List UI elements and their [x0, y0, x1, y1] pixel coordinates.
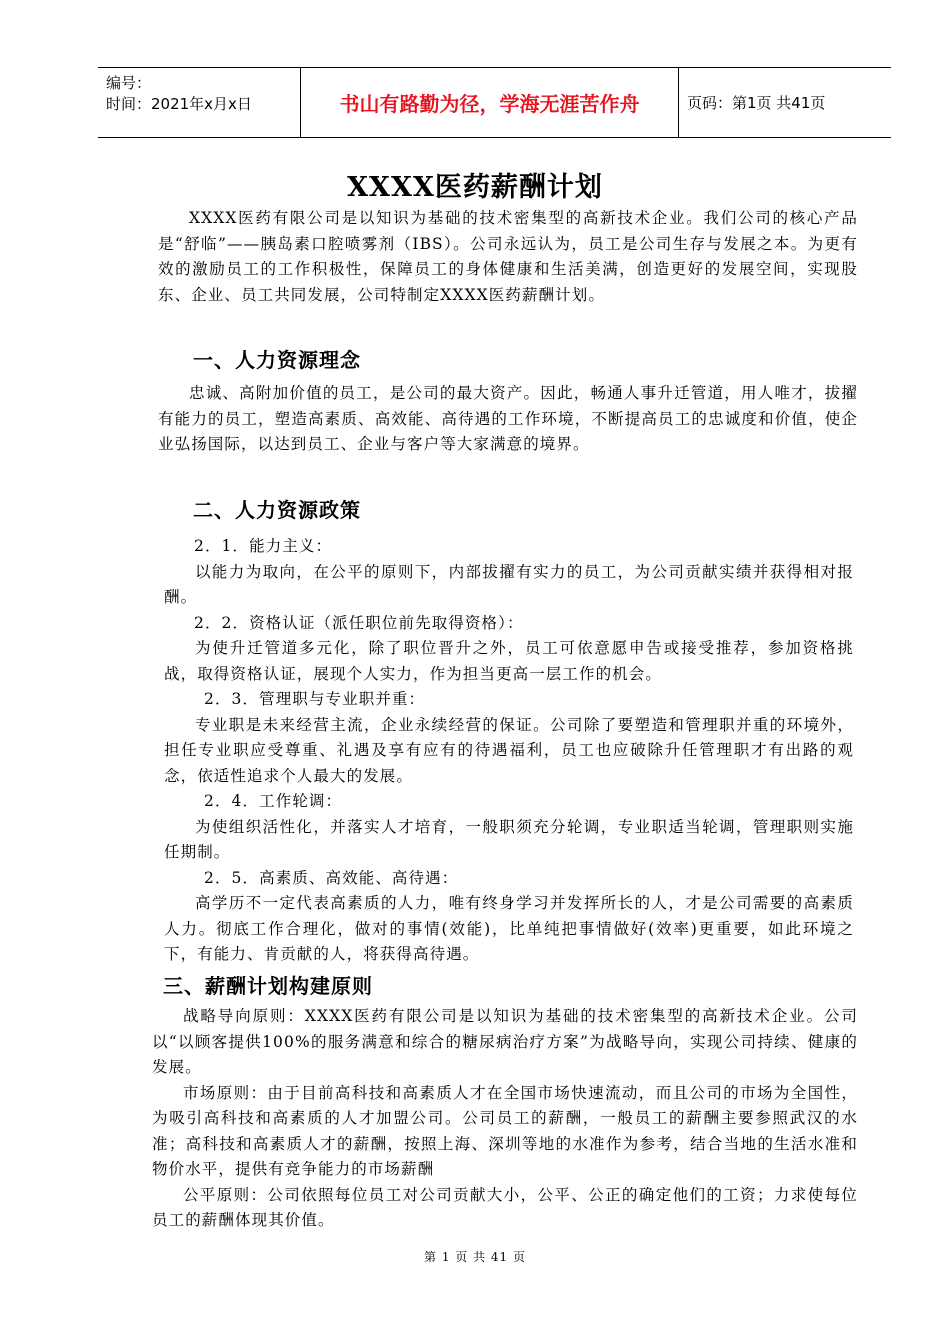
principle-paragraph: 市场原则：由于目前高科技和高素质人才在全国市场快速流动，而且公司的市场为全国性，为吸引高科技和高素质的人才加盟公司。公司员工的薪酬，一般员工的薪酬主要参照武汉的水准；高科技和高素质人才的薪酬，按照上海、深圳等地的水准作为参考，结合当地的生活水准和物价水平，提供有竞争能力的市场薪酬 [152, 1083, 858, 1178]
section1-heading: 一、人力资源理念 [193, 348, 361, 372]
section3-body [152, 1004, 858, 1234]
intro-section [158, 206, 858, 308]
time-label: 时间：2021年x月x日 [106, 95, 252, 113]
policy-item-body: 专业职是未来经营主流，企业永续经营的保证。公司除了要塑造和管理职并重的环境外，担任专业职应受尊重、礼遇及享有应有的待遇福利，员工也应破除升任管理职才有出路的观念，依适性追求个人最大的发展。 [164, 715, 854, 785]
section1-body [158, 381, 858, 458]
intro-paragraph: XXXX医药有限公司是以知识为基础的技术密集型的高新技术企业。我们公司的核心产品是“舒临”——胰岛素口腔喷雾剂（IBS）。公司永远认为，员工是公司生存与发展之本。为更有效的激励员工的工作积极性，保障员工的身体健康和生活美满，创造更好的发展空间，实现股东、企业、员工共同发展，公司特制定XXXX医药薪酬计划。 [158, 209, 858, 304]
page-header [98, 67, 891, 138]
policy-item-title: 2．1．能力主义： [194, 537, 333, 555]
section2-body [164, 534, 854, 968]
policy-item-title: 2．5．高素质、高效能、高待遇： [204, 868, 459, 887]
policy-item-body: 为使升迁管道多元化，除了职位晋升之外，员工可依意愿申告或接受推荐，参加资格挑战，取得资格认证，展现个人实力，作为担当更高一层工作的机会。 [164, 639, 854, 683]
header-page-info: 页码：第1页 共41页 [687, 94, 826, 112]
principle-paragraph: 战略导向原则：XXXX医药有限公司是以知识为基础的技术密集型的高新技术企业。公司以“以顾客提供100%的服务满意和综合的糖尿病治疗方案”为战略导向，实现公司持续、健康的发展。 [152, 1007, 858, 1076]
policy-item-title: 2．3．管理职与专业职并重： [204, 690, 426, 708]
section2-heading: 二、人力资源政策 [193, 498, 361, 522]
policy-item-body: 为使组织活性化，并落实人才培育，一般职须充分轮调，专业职适当轮调，管理职则实施任期制。 [164, 817, 854, 861]
document-title: XXXX医药薪酬计划 [347, 172, 603, 203]
number-label: 编号： [106, 74, 152, 92]
policy-item-title: 2．2．资格认证（派任职位前先取得资格）： [194, 613, 524, 632]
page-footer: 第 1 页 共 41 页 [424, 1250, 526, 1264]
policy-item-body: 高学历不一定代表高素质的人力，唯有终身学习并发挥所长的人，才是公司需要的高素质人力。彻底工作合理化，做对的事情(效能)，比单纯把事情做好(效率)更重要，如此环境之下，有能力、肯贡献的人，将获得高待遇。 [164, 894, 854, 963]
section3-heading: 三、薪酬计划构建原则 [163, 974, 373, 998]
section1-paragraph: 忠诚、高附加价值的员工，是公司的最大资产。因此，畅通人事升迁管道，用人唯才，拔擢有能力的员工，塑造高素质、高效能、高待遇的工作环境，不断提高员工的忠诚度和价值，使企业弘扬国际，以达到员工、企业与客户等大家满意的境界。 [158, 384, 858, 453]
header-slogan: 书山有路勤为径，学海无涯苦作舟 [301, 68, 679, 137]
principle-paragraph: 公平原则：公司依照每位员工对公司贡献大小，公平、公正的确定他们的工资；力求使每位员工的薪酬体现其价值。 [152, 1185, 858, 1229]
policy-item-body: 以能力为取向，在公平的原则下，内部拔擢有实力的员工，为公司贡献实绩并获得相对报酬。 [164, 562, 854, 606]
policy-item-title: 2．4．工作轮调： [204, 792, 343, 810]
header-meta [98, 68, 301, 137]
